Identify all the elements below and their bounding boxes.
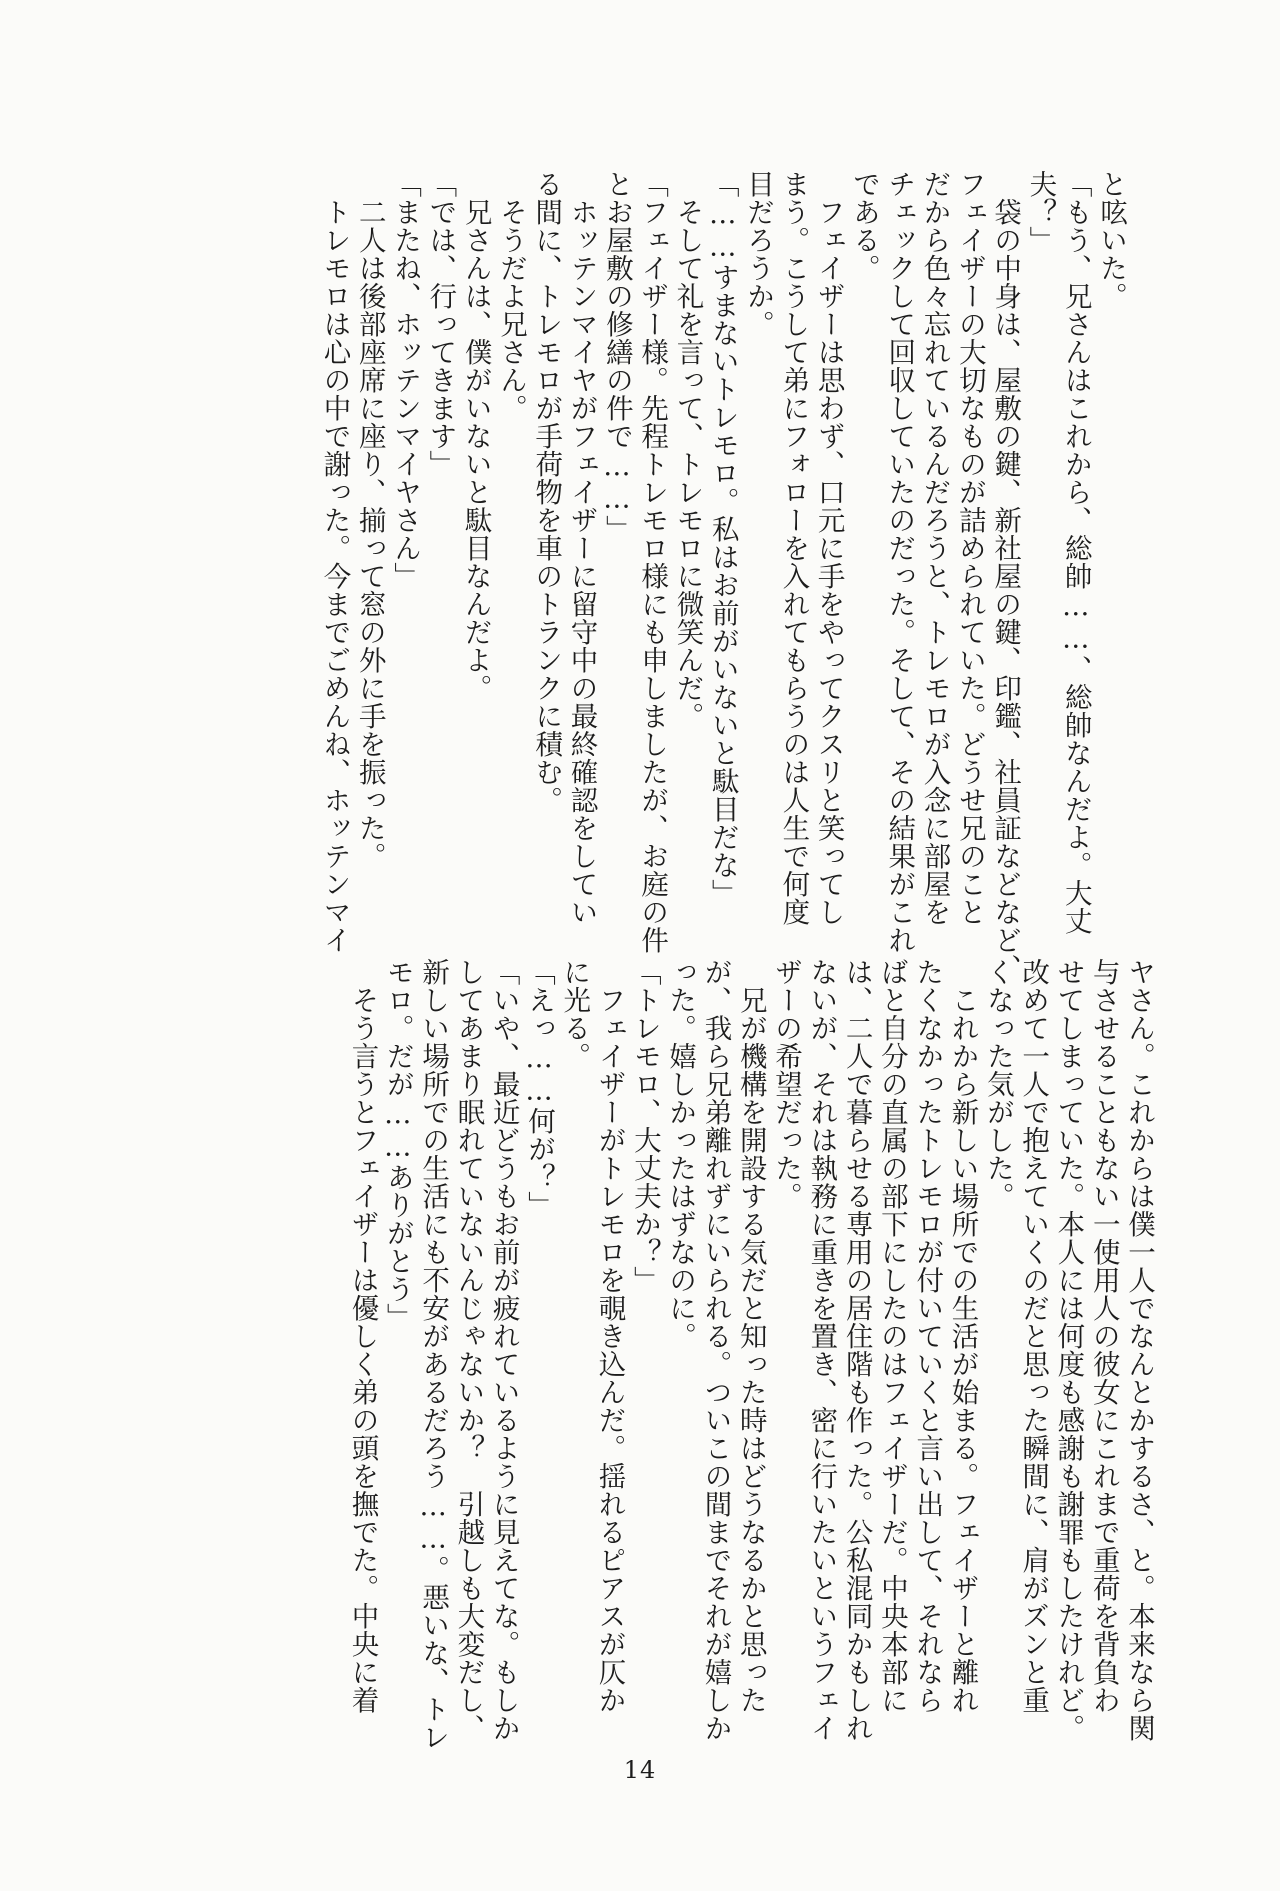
- text-line: だから色々忘れているんだろうと、トレモロが入念に部屋を: [918, 170, 951, 926]
- text-line: る間に、トレモロが手荷物を車のトランクに積む。: [530, 170, 563, 814]
- text-line: ホッテンマイヤがフェイザーに留守中の最終確認をしてい: [565, 170, 598, 926]
- upper-text-block: [316, 170, 1128, 982]
- page-number: 14: [623, 1756, 657, 1784]
- text-line: 夫？」: [1024, 170, 1057, 254]
- text-line: 改めて一人で抱えていくのだと思った瞬間に、肩がズンと重: [1017, 958, 1050, 1714]
- text-line: してあまり眠れていないんじゃないか？ 引越しも大変だし、: [452, 958, 485, 1742]
- text-line: 「えっ……何が？」: [522, 958, 555, 1219]
- text-line: 目だろうか。: [742, 170, 775, 338]
- text-line: 兄さんは、僕がいないと駄目なんだよ。: [459, 170, 492, 702]
- text-line: ヤさん。これからは僕一人でなんとかするさ、と。本来なら関: [1123, 958, 1155, 1742]
- text-line: モロ。だが……ありがとう」: [381, 958, 414, 1331]
- text-line: 兄が機構を開設する気だと知った時はどうなるかと思った: [734, 958, 767, 1714]
- text-line: そう言うとフェイザーは優しく弟の頭を撫でた。中央に着: [346, 958, 379, 1714]
- text-line: である。: [847, 170, 880, 282]
- text-line: フェイザーの大切なものが詰められていた。どうせ兄のこと: [953, 170, 986, 926]
- text-line: まう。こうして弟にフォローを入れてもらうのは人生で何度: [777, 170, 810, 926]
- text-line: フェイザーがトレモロを覗き込んだ。揺れるピアスが仄か: [593, 958, 626, 1714]
- text-line: ばと自分の直属の部下にしたのはフェイザーだ。中央本部に: [875, 958, 908, 1714]
- text-line: と呟いた。: [1095, 170, 1127, 310]
- text-line: これから新しい場所での生活が始まる。フェイザーと離れ: [946, 958, 979, 1714]
- text-line: とお屋敷の修繕の件で……」: [600, 170, 633, 543]
- text-line: たくなかったトレモロが付いていくと言い出して、それなら: [911, 958, 944, 1714]
- text-line: ザーの希望だった。: [770, 958, 803, 1210]
- text-line: は、二人で暮らせる専用の居住階も作った。公私混同かもしれ: [840, 958, 873, 1742]
- text-line: 「フェイザー様。先程トレモロ様にも申しましたが、お庭の件: [636, 170, 669, 954]
- text-line: 「……すまないトレモロ。私はお前がいないと駄目だな」: [706, 170, 739, 907]
- text-line: そうだよ兄さん。: [494, 170, 527, 422]
- text-line: に光る。: [558, 958, 591, 1070]
- text-line: フェイザーは思わず、口元に手をやってクスリと笑ってし: [812, 170, 845, 926]
- text-line: が、我ら兄弟離れずにいられる。ついこの間までそれが嬉しか: [699, 958, 732, 1742]
- text-line: くなった気がした。: [981, 958, 1014, 1210]
- text-line: 新しい場所での生活にも不安があるだろう……。悪いな、トレ: [417, 958, 450, 1751]
- text-line: 「もう、兄さんはこれから、総帥……、総帥なんだよ。大丈: [1059, 170, 1092, 935]
- text-line: 「またね、ホッテンマイヤさん」: [389, 170, 422, 590]
- text-line: ないが、それは執務に重きを置き、密に行いたいというフェイ: [805, 958, 838, 1742]
- text-line: 与させることもない一使用人の彼女にこれまで重荷を背負わ: [1087, 958, 1120, 1714]
- text-line: 二人は後部座席に座り、揃って窓の外に手を振った。: [353, 170, 386, 870]
- text-line: 「トレモロ、大丈夫か？」: [628, 958, 661, 1294]
- text-line: せてしまっていた。本人には何度も感謝も謝罪もしたけれど。: [1052, 958, 1085, 1742]
- text-line: った。嬉しかったはずなのに。: [664, 958, 697, 1350]
- text-line: そして礼を言って、トレモロに微笑んだ。: [671, 170, 704, 730]
- text-line: 「いや、最近どうもお前が疲れているように見えてな。もしか: [487, 958, 520, 1742]
- lower-text-block: [344, 958, 1156, 1751]
- text-line: 「では、行ってきます」: [424, 170, 457, 478]
- text-line: トレモロは心の中で謝った。今までごめんね、ホッテンマイ: [318, 170, 351, 954]
- text-line: 袋の中身は、屋敷の鍵、新社屋の鍵、印鑑、社員証などなど、: [989, 170, 1022, 982]
- text-line: チェックして回収していたのだった。そして、その結果がこれ: [883, 170, 916, 954]
